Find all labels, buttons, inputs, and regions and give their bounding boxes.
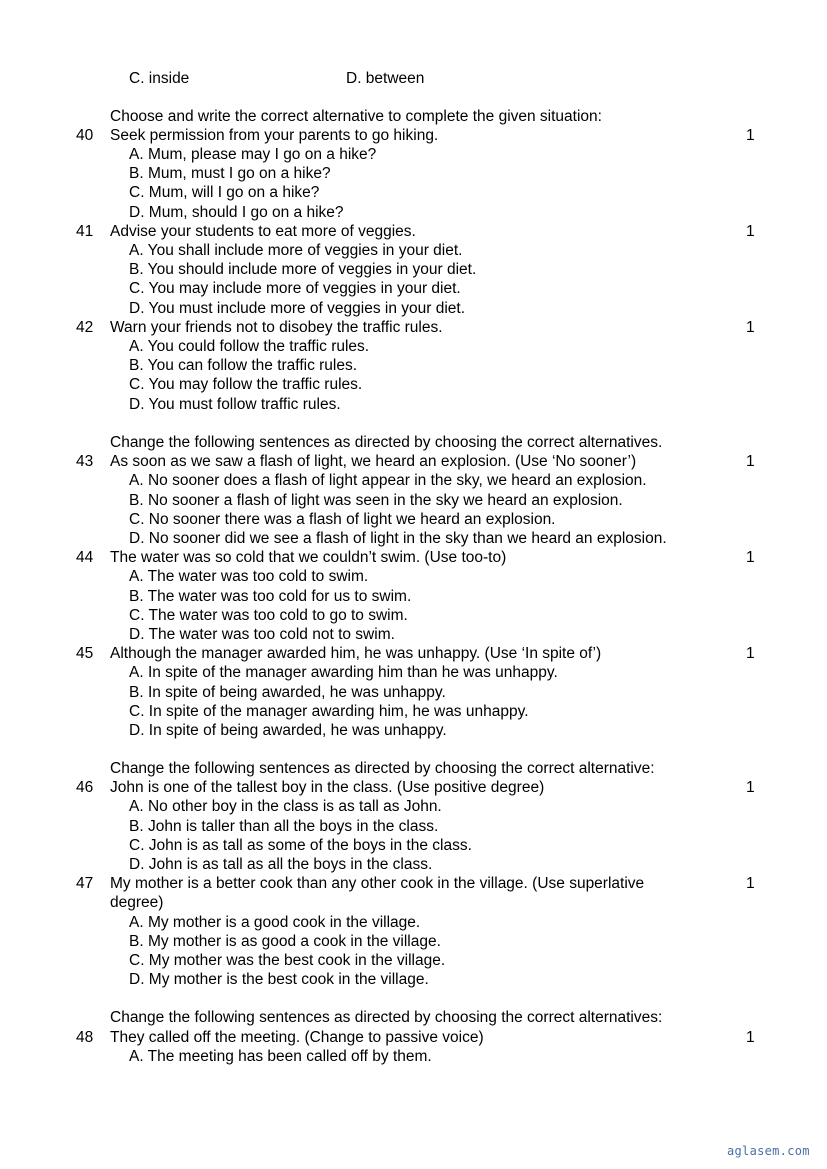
option-b: B. No sooner a flash of light was seen in the sky we heard an explosion. bbox=[129, 492, 623, 509]
option-d: D. No sooner did we see a flash of light in the sky than we heard an explosion. bbox=[129, 530, 667, 547]
section-instruction: Change the following sentences as directed by choosing the correct alternatives. bbox=[110, 434, 663, 451]
question-marks: 1 bbox=[746, 223, 755, 240]
option-a: A. No sooner does a flash of light appear in the sky, we heard an explosion. bbox=[129, 472, 647, 489]
question-stem: They called off the meeting. (Change to passive voice) bbox=[110, 1029, 484, 1046]
option-a: A. No other boy in the class is as tall as John. bbox=[129, 798, 442, 815]
option-b: B. You can follow the traffic rules. bbox=[129, 357, 358, 374]
option-b: B. My mother is as good a cook in the village. bbox=[129, 933, 441, 950]
option-a: A. The water was too cold to swim. bbox=[129, 568, 369, 585]
option-c: C. My mother was the best cook in the village. bbox=[129, 952, 446, 969]
question-stem: Although the manager awarded him, he was unhappy. (Use ‘In spite of’) bbox=[110, 645, 602, 662]
question-marks: 1 bbox=[746, 453, 755, 470]
question-stem: As soon as we saw a flash of light, we heard an explosion. (Use ‘No sooner’) bbox=[110, 453, 637, 470]
section-instruction: Change the following sentences as directed by choosing the correct alternatives: bbox=[110, 1009, 663, 1026]
question-stem: Seek permission from your parents to go hiking. bbox=[110, 127, 439, 144]
option-a: A. Mum, please may I go on a hike? bbox=[129, 146, 377, 163]
question-marks: 1 bbox=[746, 127, 755, 144]
question-stem: Advise your students to eat more of veggies. bbox=[110, 223, 416, 240]
option-a: A. My mother is a good cook in the village. bbox=[129, 914, 421, 931]
question-number: 42 bbox=[76, 319, 94, 336]
option-d: D. You must follow traffic rules. bbox=[129, 396, 341, 413]
question-number: 46 bbox=[76, 779, 94, 796]
question-marks: 1 bbox=[746, 875, 755, 892]
option-d: D. In spite of being awarded, he was unhappy. bbox=[129, 722, 447, 739]
question-stem: John is one of the tallest boy in the class. (Use positive degree) bbox=[110, 779, 545, 796]
section-instruction: Change the following sentences as directed by choosing the correct alternative: bbox=[110, 760, 655, 777]
question-stem: My mother is a better cook than any other cook in the village. (Use superlative bbox=[110, 875, 645, 892]
question-number: 44 bbox=[76, 549, 94, 566]
option-c: C. No sooner there was a flash of light we heard an explosion. bbox=[129, 511, 556, 528]
option-d-prev: D. between bbox=[346, 70, 425, 87]
option-c: C. Mum, will I go on a hike? bbox=[129, 184, 320, 201]
question-marks: 1 bbox=[746, 319, 755, 336]
question-stem-continued: degree) bbox=[110, 894, 164, 911]
option-d: D. You must include more of veggies in your diet. bbox=[129, 300, 466, 317]
option-c: C. In spite of the manager awarding him, he was unhappy. bbox=[129, 703, 529, 720]
question-stem: The water was so cold that we couldn’t swim. (Use too-to) bbox=[110, 549, 507, 566]
option-d: D. Mum, should I go on a hike? bbox=[129, 204, 344, 221]
option-c: C. John is as tall as some of the boys in the class. bbox=[129, 837, 472, 854]
question-number: 40 bbox=[76, 127, 94, 144]
question-marks: 1 bbox=[746, 645, 755, 662]
question-number: 43 bbox=[76, 453, 94, 470]
option-b: B. The water was too cold for us to swim. bbox=[129, 588, 412, 605]
option-d: D. John is as tall as all the boys in the class. bbox=[129, 856, 433, 873]
option-b: B. In spite of being awarded, he was unhappy. bbox=[129, 684, 446, 701]
option-c: C. The water was too cold to go to swim. bbox=[129, 607, 408, 624]
option-a: A. The meeting has been called off by them. bbox=[129, 1048, 432, 1065]
question-number: 47 bbox=[76, 875, 94, 892]
question-marks: 1 bbox=[746, 779, 755, 796]
option-d: D. The water was too cold not to swim. bbox=[129, 626, 395, 643]
option-a: A. In spite of the manager awarding him than he was unhappy. bbox=[129, 664, 558, 681]
option-c-prev: C. inside bbox=[129, 70, 190, 87]
question-number: 48 bbox=[76, 1029, 94, 1046]
option-c: C. You may follow the traffic rules. bbox=[129, 376, 363, 393]
question-number: 45 bbox=[76, 645, 94, 662]
watermark-link[interactable]: aglasem.com bbox=[727, 1144, 810, 1158]
question-marks: 1 bbox=[746, 1029, 755, 1046]
option-b: B. Mum, must I go on a hike? bbox=[129, 165, 331, 182]
option-a: A. You shall include more of veggies in your diet. bbox=[129, 242, 463, 259]
option-b: B. You should include more of veggies in your diet. bbox=[129, 261, 477, 278]
question-marks: 1 bbox=[746, 549, 755, 566]
option-c: C. You may include more of veggies in your diet. bbox=[129, 280, 461, 297]
question-number: 41 bbox=[76, 223, 94, 240]
option-d: D. My mother is the best cook in the village. bbox=[129, 971, 429, 988]
question-stem: Warn your friends not to disobey the traffic rules. bbox=[110, 319, 443, 336]
option-b: B. John is taller than all the boys in the class. bbox=[129, 818, 439, 835]
option-a: A. You could follow the traffic rules. bbox=[129, 338, 370, 355]
section-instruction: Choose and write the correct alternative to complete the given situation: bbox=[110, 108, 602, 125]
